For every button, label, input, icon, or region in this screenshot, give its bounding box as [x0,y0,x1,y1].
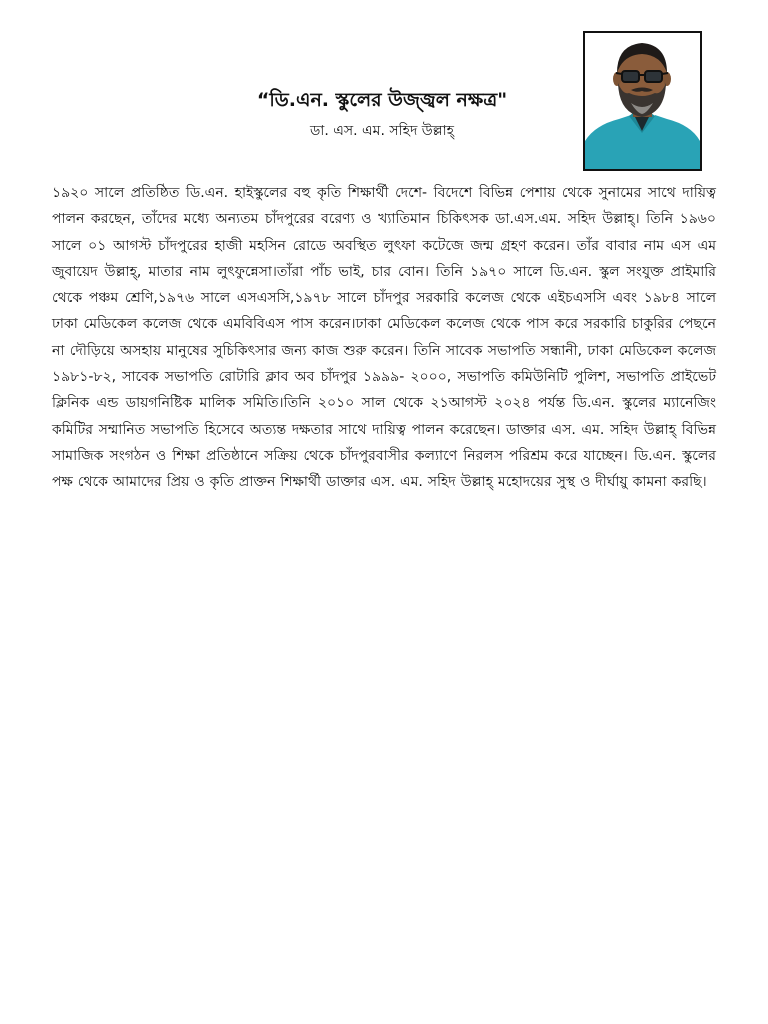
article-title: “ডি.এন. স্কুলের উজ্জ্বল নক্ষত্র" [256,89,508,111]
article-body: ১৯২০ সালে প্রতিষ্ঠিত ডি.এন. হাইস্কুলের বহু কৃতি শিক্ষার্থী দেশে- বিদেশে বিভিন্ন পেশায় থেকে সুনামের সাথে দায়িত্ব পালন করছেন, তাঁদের মধ্যে অন্যতম চাঁদপুরের বরেণ্য ও খ্যাতিমান চিকিৎসক ডা.এস.এম. সহিদ উল্লাহ্। তিনি ১৯৬০ সালে ০১ আগস্ট চাঁদপুরের হাজী মহসিন রোডে অবস্থিত লুৎফা কটেজে জন্ম গ্রহণ করেন। তাঁর বাবার নাম এস এম জুবায়েদ উল্লাহ্, মাতার নাম লুৎফুন্নেসা।তাঁরা পাঁচ ভাই, চার বোন। তিনি ১৯৭০ সালে ডি.এন. স্কুল সংযুক্ত প্রাইমারি থেকে পঞ্চম শ্রেণি,১৯৭৬ সালে এসএসসি,১৯৭৮ সালে চাঁদপুর সরকারি কলেজ থেকে এইচএসসি এবং ১৯৮৪ সালে ঢাকা মেডিকেল কলেজ থেকে এমবিবিএস পাস করেন।ঢাকা মেডিকেল কলেজ থেকে পাস করে সরকারি চাকুরির পেছনে না দৌড়িয়ে অসহায় মানুষের সুচিকিৎসার জন্য কাজ শুরু করেন। তিনি সাবেক সভাপতি সন্ধানী, ঢাকা মেডিকেল কলেজ ১৯৮১-৮২, সাবেক সভাপতি রোটারি ক্লাব অব চাঁদপুর ১৯৯৯- ২০০০, সভাপতি কমিউনিটি পুলিশ, সভাপতি প্রাইভেট ক্লিনিক এন্ড ডায়গনিষ্টিক মালিক সমিতি।তিনি ২০১০ সাল থেকে ২১আগস্ট ২০২৪ পর্যন্ত ডি.এন. স্কুলের ম্যানেজিং কমিটির সম্মানিত সভাপতি হিসেবে অত্যন্ত দক্ষতার সাথে দায়িত্ব পালন করেছেন। ডাক্তার এস. এম. সহিদ উল্লাহ্ বিভিন্ন সামাজিক সংগঠন ও শিক্ষা প্রতিষ্ঠানে সক্রিয় থেকে চাঁদপুরবাসীর কল্যাণে নিরলস পরিশ্রম করে যাচ্ছেন। ডি.এন. স্কুলের পক্ষ থেকে আমাদের প্রিয় ও কৃতি প্রাক্তন শিক্ষার্থী ডাক্তার এস. এম. সহিদ উল্লাহ্ মহোদয়ের সুস্থ ও দীর্ঘায়ু কামনা করছি। [52,185,717,491]
article-author: ডা. এস. এম. সহিদ উল্লাহ্ [309,123,455,139]
